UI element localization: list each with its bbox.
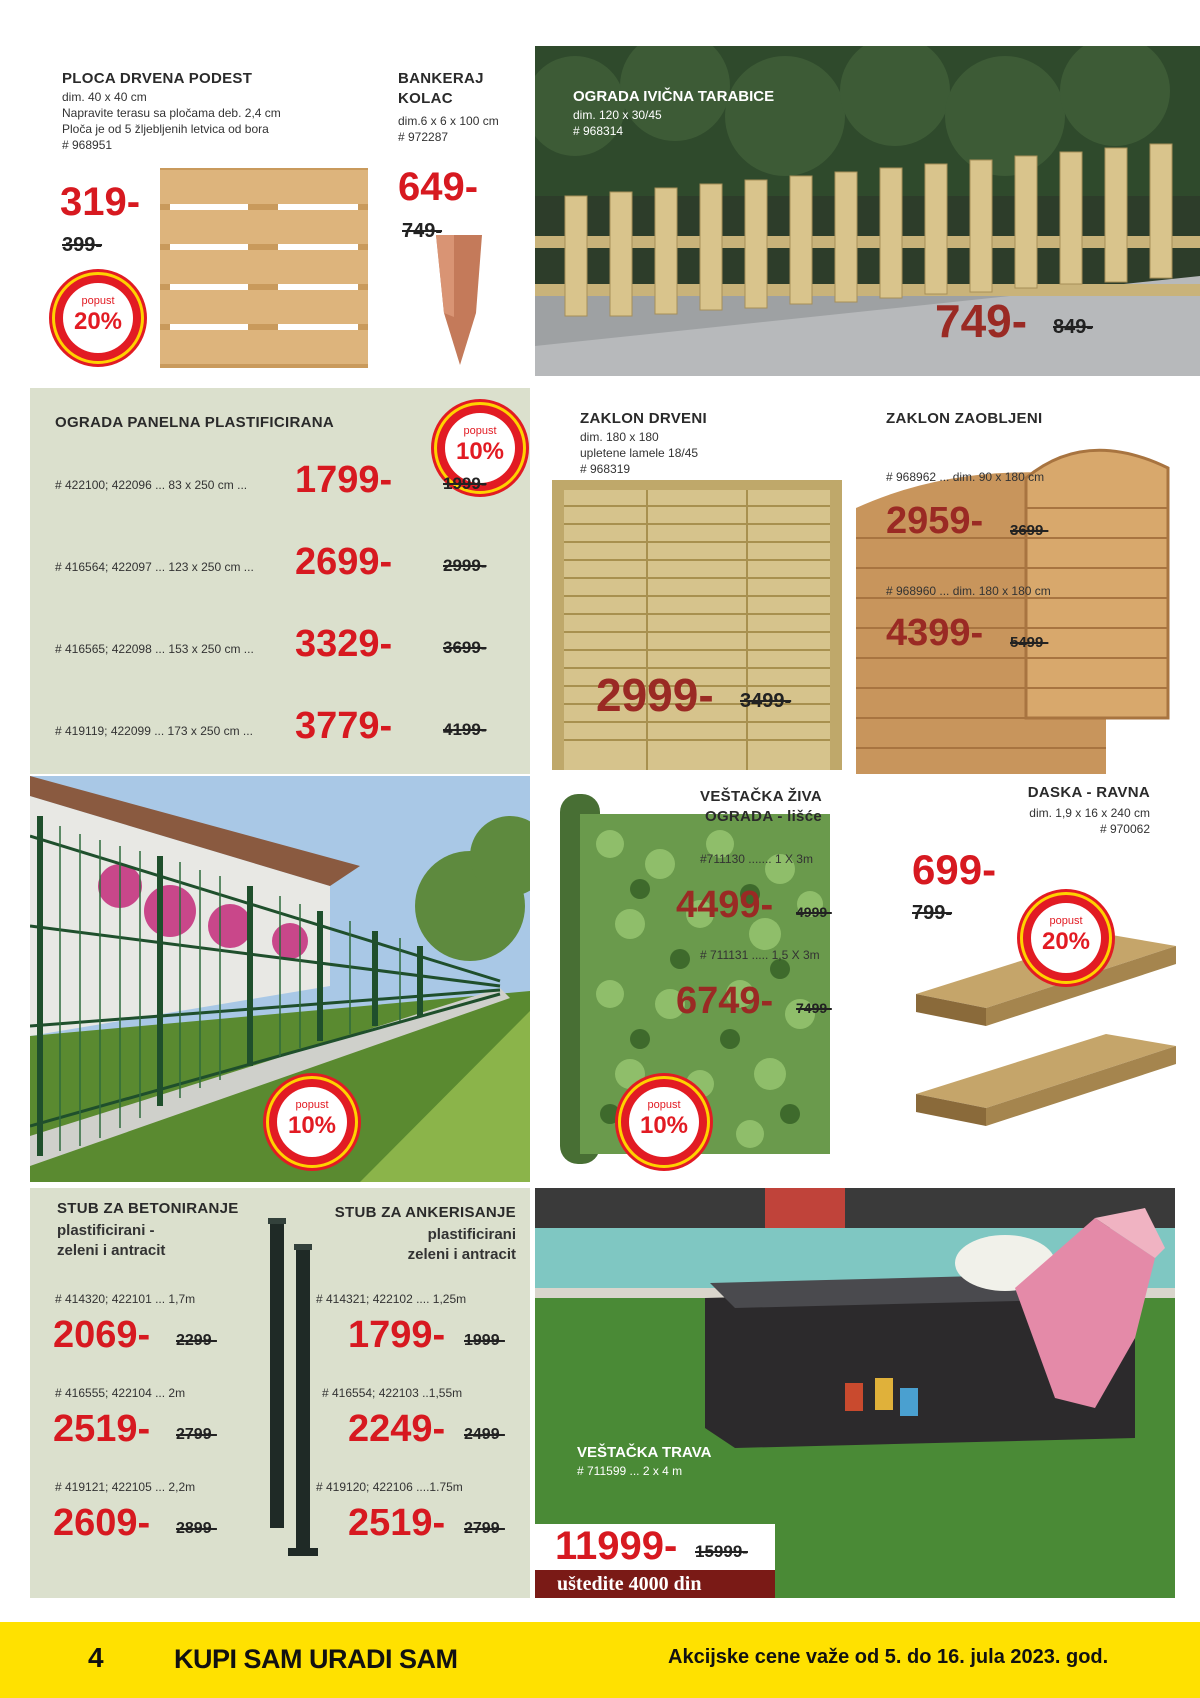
stub-anker-row2-price: 2249-	[348, 1408, 446, 1450]
row-price: 3329-	[295, 623, 393, 665]
row-code: # 416564; 422097 ... 123 x 250 cm ...	[55, 560, 254, 574]
stub-anker-sub-2: zeleni i antracit	[407, 1246, 516, 1263]
badge-value: 20%	[1041, 928, 1091, 955]
zaklon-zaobljeni-row1-old: 3699-	[1010, 522, 1049, 539]
zaklon-zaobljeni-title: ZAKLON ZAOBLJENI	[886, 410, 1043, 427]
fence-posts-image	[262, 1218, 322, 1588]
stub-beton-sub-2: zeleni i antracit	[57, 1242, 166, 1259]
badge-value: 10%	[639, 1112, 689, 1139]
daska-dim: dim. 1,9 x 16 x 240 cm	[1029, 806, 1150, 820]
ploca-dim: dim. 40 x 40 cm	[62, 90, 147, 104]
stub-anker-row1-old: 1999-	[464, 1332, 505, 1349]
stub-beton-row2-code: # 416555; 422104 ... 2m	[55, 1386, 186, 1400]
row-code: # 416565; 422098 ... 153 x 250 cm ...	[55, 642, 254, 656]
wood-deck-tile-image	[160, 168, 368, 368]
discount-badge	[52, 272, 144, 364]
zaklon-zaobljeni-row2-old: 5499-	[1010, 634, 1049, 651]
price-row	[55, 448, 487, 501]
daska-price: 699-	[912, 846, 997, 893]
stub-anker-title: STUB ZA ANKERISANJE	[334, 1204, 516, 1221]
ploca-desc-1: Napravite terasu sa pločama deb. 2,4 cm	[62, 106, 281, 120]
row-price: 3779-	[295, 705, 393, 747]
vestacka-ziva-row1-price: 4499-	[676, 884, 774, 926]
ploca-old-price: 399-	[62, 234, 103, 256]
trava-old-price: 15999-	[695, 1542, 748, 1561]
vestacka-ziva-row1-code: #711130 ....... 1 X 3m	[700, 852, 813, 866]
brand-slogan: KUPI SAM URADI SAM	[174, 1644, 458, 1674]
bankeraj-dim: dim.6 x 6 x 100 cm	[398, 114, 499, 128]
row-price: 2699-	[295, 541, 393, 583]
badge-label: popust	[81, 295, 115, 307]
trava-price: 11999-	[555, 1524, 678, 1568]
price-row	[55, 612, 487, 665]
discount-badge	[266, 1076, 358, 1168]
validity-text: Akcijske cene važe od 5. do 16. jula 2023. god.	[668, 1646, 1109, 1668]
stub-anker-row1-code: # 414321; 422102 .... 1,25m	[316, 1292, 467, 1306]
footer-bar	[0, 1622, 1200, 1698]
trava-title: VEŠTAČKA TRAVA	[577, 1444, 712, 1461]
vestacka-ziva-row1-old: 4999-	[796, 904, 832, 920]
price-row	[55, 694, 487, 747]
stub-beton-row3-code: # 419121; 422105 ... 2,2m	[55, 1480, 196, 1494]
zaklon-drveni-product	[540, 388, 850, 774]
row-price: 1799-	[295, 459, 393, 501]
badge-label: popust	[1049, 915, 1083, 927]
ploca-code: # 968951	[62, 138, 113, 152]
stub-beton-row1-code: # 414320; 422101 ... 1,7m	[55, 1292, 196, 1306]
row-old-price: 2999-	[443, 556, 487, 575]
ploca-price: 319-	[60, 180, 141, 224]
stub-beton-row1-price: 2069-	[53, 1314, 151, 1356]
bankeraj-old-price: 749-	[402, 220, 443, 242]
daska-old-price: 799-	[912, 902, 953, 924]
ograda-panelna-panel	[30, 388, 530, 774]
stub-anker-row3-price: 2519-	[348, 1502, 446, 1544]
page-number: 4	[88, 1642, 104, 1673]
stub-anker-sub-1: plastificirani	[427, 1226, 516, 1243]
row-code: # 422100; 422096 ... 83 x 250 cm ...	[55, 478, 248, 492]
stub-beton-row1-old: 2299-	[176, 1332, 217, 1349]
zaklon-drveni-code: # 968319	[580, 462, 631, 476]
vestacka-ziva-row2-price: 6749-	[676, 980, 774, 1022]
stub-anker-row3-old: 2799-	[464, 1520, 505, 1537]
stub-beton-row2-old: 2799-	[176, 1426, 217, 1443]
stub-beton-row2-price: 2519-	[53, 1408, 151, 1450]
zaklon-drveni-old-price: 3499-	[740, 690, 792, 712]
zaklon-drveni-price: 2999-	[596, 669, 714, 721]
stub-beton-title: STUB ZA BETONIRANJE	[57, 1200, 239, 1217]
badge-label: popust	[647, 1099, 681, 1111]
zaklon-zaobljeni-row1-price: 2959-	[886, 500, 984, 542]
vestacka-ziva-row2-code: # 711131 ..... 1,5 X 3m	[700, 948, 820, 962]
badge-label: popust	[463, 425, 497, 437]
row-code: # 419119; 422099 ... 173 x 250 cm ...	[55, 724, 253, 738]
stub-anker-row2-code: # 416554; 422103 ..1,55m	[322, 1386, 463, 1400]
badge-value: 10%	[287, 1112, 337, 1139]
stub-anker-row2-old: 2499-	[464, 1426, 505, 1443]
bankeraj-title-2: KOLAC	[398, 90, 453, 107]
vestacka-ziva-title-2: OGRADA - lišće	[704, 808, 822, 825]
daska-title: DASKA - RAVNA	[1027, 784, 1150, 801]
stub-beton-row3-old: 2899-	[176, 1520, 217, 1537]
zaklon-drveni-dim: dim. 180 x 180	[580, 430, 659, 444]
discount-badge	[618, 1076, 710, 1168]
vestacka-ziva-product	[540, 776, 850, 1182]
stub-beton-row3-price: 2609-	[53, 1502, 151, 1544]
stub-anker-row1-price: 1799-	[348, 1314, 446, 1356]
ograda-ivicna-old-price: 849-	[1053, 316, 1094, 338]
stub-anker-row3-code: # 419120; 422106 ....1.75m	[316, 1480, 463, 1494]
bankeraj-price: 649-	[398, 165, 479, 209]
panel-fence-photo	[30, 776, 530, 1182]
wooden-stake-image	[434, 235, 484, 365]
vestacka-ziva-row2-old: 7499-	[796, 1000, 832, 1016]
price-row	[55, 530, 487, 583]
stub-panel	[30, 1188, 530, 1598]
zaklon-drveni-title: ZAKLON DRVENI	[580, 410, 707, 427]
ograda-ivicna-title: OGRADA IVIČNA TARABICE	[573, 88, 775, 105]
badge-value: 10%	[455, 438, 505, 465]
ploca-product	[0, 40, 390, 380]
ograda-ivicna-photo	[535, 46, 1200, 376]
row-old-price: 4199-	[443, 720, 487, 739]
ograda-ivicna-dim: dim. 120 x 30/45	[573, 108, 662, 122]
zaklon-zaobljeni-row1-code: # 968962 ... dim. 90 x 180 cm	[886, 470, 1045, 484]
daska-product	[850, 776, 1200, 1182]
zaklon-zaobljeni-product	[850, 388, 1200, 774]
row-old-price: 3699-	[443, 638, 487, 657]
daska-code: # 970062	[1099, 822, 1150, 836]
trava-save-banner: uštedite 4000 din	[535, 1570, 775, 1598]
ograda-panelna-title: OGRADA PANELNA PLASTIFICIRANA	[55, 414, 334, 431]
trava-code: # 711599 ... 2 x 4 m	[577, 1464, 683, 1478]
bankeraj-title-1: BANKERAJ	[398, 70, 484, 87]
zaklon-zaobljeni-row2-price: 4399-	[886, 612, 984, 654]
ploca-desc-2: Ploča je od 5 žljebljenih letvica od bora	[62, 122, 269, 136]
ploca-title: PLOCA DRVENA PODEST	[62, 70, 253, 87]
vestacka-ziva-title-1: VEŠTAČKA ŽIVA	[700, 788, 822, 805]
woven-screen-image	[552, 480, 842, 770]
vestacka-trava-photo	[535, 1188, 1175, 1598]
ograda-ivicna-code: # 968314	[573, 124, 624, 138]
badge-label: popust	[295, 1099, 329, 1111]
badge-value: 20%	[73, 308, 123, 335]
ograda-ivicna-price: 749-	[935, 295, 1028, 347]
bankeraj-code: # 972287	[398, 130, 449, 144]
bankeraj-product	[390, 40, 530, 380]
discount-badge	[1020, 892, 1112, 984]
rounded-screen-image	[856, 438, 1176, 774]
stub-beton-sub-1: plastificirani -	[57, 1222, 155, 1239]
row-old-price: 1999-	[443, 474, 487, 493]
zaklon-zaobljeni-row2-code: # 968960 ... dim. 180 x 180 cm	[886, 584, 1051, 598]
zaklon-drveni-lamele: upletene lamele 18/45	[580, 446, 699, 460]
